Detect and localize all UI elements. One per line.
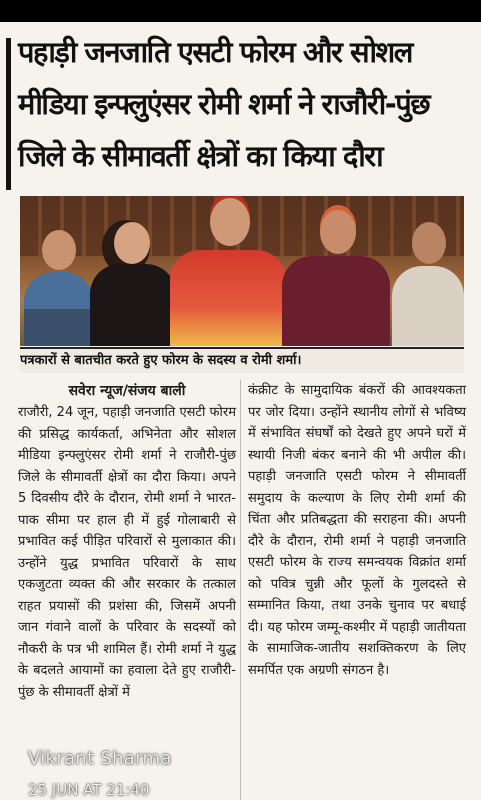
headline-side-rule: [6, 38, 11, 190]
person-3: [170, 198, 286, 346]
column-divider: [240, 380, 241, 800]
article-column-right: [248, 380, 466, 681]
top-black-bar: [0, 0, 481, 22]
column-right-text: कंक्रीट के सामुदायिक बंकरों की आवश्यकता पर जोर दिया। उन्होंने स्थानीय लोगों से भविष्य में संभावित संघर्षों को देखते हुए अपने घरों में स्थायी निजी बंकर बनाने की भी अपील की। पहाड़ी जनजाति एसटी फोरम ने सीमावर्ती समुदाय के कल्याण के लिए रोमी शर्मा की चिंता और प्रतिबद्धता की सराहना की। अपनी दौरे के दौरान, रोमी शर्मा ने पहाड़ी जनजाति एसटी फोरम के राज्य समन्वयक विक्रांत शर्मा को पवित्र चुन्नी और फूलों के गुलदस्ते से सम्मानित किया, तथा उनके चुनाव पर बधाई दी। यह फोरम जम्मू-कश्मीर में पहाड़ी जातीयता के सामाजिक-जातीय सशक्तिकरण के लिए समर्पित एक अग्रणी संगठन है।: [248, 383, 466, 678]
byline: सवेरा न्यूज/संजय बाली: [68, 383, 186, 399]
person-2: [90, 218, 176, 346]
column-left-text: राजौरी, 24 जून, पहाड़ी जनजाति एसटी फोरम की प्रसिद्ध कार्यकर्ता, अभिनेता और सोशल मीडिया इन्फ्लुएंसर रोमी शर्मा ने राजौरी-पुंछ जिले के सीमावर्ती क्षेत्रों का दौरा किया। अपने 5 दिवसीय दौरे के दौरान, रोमी शर्मा ने भारत-पाक सीमा पर हाल ही में हुई गोलाबारी से प्रभावित कई पीड़ित परिवारों से मुलाकात की। उन्होंने युद्ध प्रभावित परिवारों के साथ एकजुटता व्यक्त की और सरकार के तत्काल राहत प्रयासों की प्रशंसा की, जिसमें अपनी जान गंवाने वालों के परिवार के सदस्यों को नौकरी के पत्र भी शामिल हैं। रोमी शर्मा ने युद्ध के बदलते आयामों का हवाला देते हुए राजौरी-पुंछ के सीमावर्ती क्षेत्रों में: [18, 405, 236, 700]
person-1: [24, 228, 94, 346]
person-5: [392, 222, 464, 346]
photo-caption: पत्रकारों से बातचीत करते हुए फोरम के सदस्य व रोमी शर्मा।: [20, 347, 464, 373]
person-4: [282, 210, 390, 346]
article-column-left: [18, 380, 236, 703]
headline: पहाड़ी जनजाति एसटी फोरम और सोशल मीडिया इन्फ्लुएंसर रोमी शर्मा ने राजौरी-पुंछ जिले के सीमावर्ती क्षेत्रों का किया दौरा: [18, 35, 430, 173]
watermark-date: 25 JUN AT 21:40: [28, 781, 150, 799]
watermark-name: Vikrant Sharma: [28, 748, 172, 769]
article-photo: [20, 196, 464, 346]
